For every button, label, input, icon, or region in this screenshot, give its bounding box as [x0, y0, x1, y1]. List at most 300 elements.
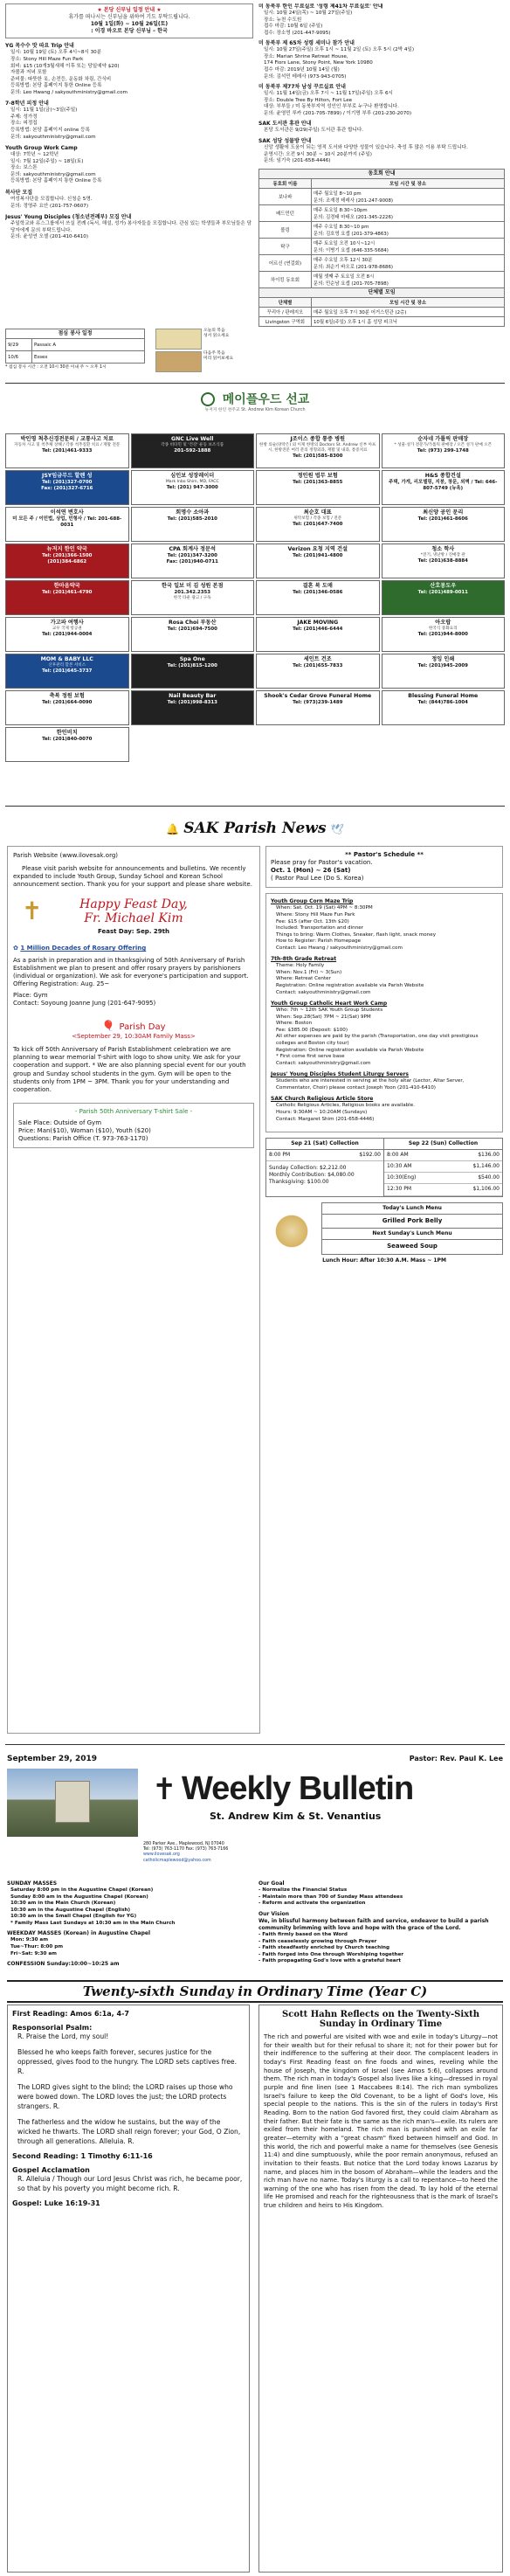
- notice-line: 일시: 11월 1일(금)~3일(주일): [10, 107, 78, 114]
- collection-left: [266, 1139, 384, 1195]
- collection-time: 12:30 PM: [387, 1186, 411, 1193]
- reading-body: Blessed he who keeps faith forever, secures justice for the oppressed, gives food to the hungry. The LORD sets captives free. R.: [17, 2048, 237, 2075]
- rosary-title: [13, 945, 254, 952]
- business-ad: [131, 654, 255, 689]
- bulletin-top-row: [7, 1755, 503, 1765]
- news-title: Youth Group Catholic Heart Work Camp: [271, 1001, 388, 1008]
- news-title: SAK Church Religious Article Store: [271, 1096, 374, 1103]
- notice-item: [258, 40, 505, 80]
- lunch-next-title: Next Sunday's Lunch Menu: [322, 1229, 502, 1240]
- divider: [5, 383, 505, 384]
- news-line: Where: Stony Hill Maze Fun Park: [276, 912, 355, 918]
- sunday-title: Twenty-sixth Sunday in Ordinary Time (Year C): [7, 1980, 503, 2003]
- parish-news-header: [0, 820, 510, 837]
- collection-time: 8:00 AM: [387, 1152, 409, 1159]
- contact-line: Tel: (973) 763-1170 Fax: (973) 763-7166: [143, 1847, 229, 1852]
- list-item: 10:30 am in the Main Church (Korean): [10, 1901, 116, 1907]
- ad-name: 정인원 법무 보험: [297, 473, 338, 479]
- reading-label: Gospel Acclamation: [12, 2166, 90, 2174]
- reading-body: R. Alleluia / Though our Lord Jesus Christ was rich, he became poor, so that by his poverty you might become rich. R.: [17, 2175, 243, 2192]
- notice-line: 대상: 부부들 / 미 동북부지역 성인인 부부로 누구나 환영합니다.: [264, 104, 399, 110]
- lunch-next: Seaweed Soup: [387, 1242, 438, 1250]
- list-item: - Faith propagating God's love with a grateful heart: [258, 1958, 402, 1964]
- list-item: - Faith steadfastly enriched by Church teaching: [258, 1945, 389, 1951]
- ad-name: 가고파 여행사: [50, 620, 84, 626]
- ad-line: 한국 타운 광고 / 구독: [173, 596, 211, 601]
- gospel-label: 미리 읽어보세요: [203, 357, 233, 362]
- notice-title: SAK 성당 성물방 안내: [258, 138, 312, 145]
- ad-phone: Tel: (201)461-4790: [42, 590, 93, 596]
- table-row: [259, 204, 505, 221]
- parish-right-column: [265, 846, 503, 1734]
- business-ad: [5, 433, 129, 468]
- news-line: Theme: Holy Family: [276, 963, 325, 969]
- groups-title: 동호회 안내: [258, 169, 505, 178]
- reading-item: [12, 2152, 245, 2160]
- contact-line: 280 Parker Ave., Maplewood, NJ 07040: [143, 1842, 224, 1846]
- business-ad: [256, 470, 380, 505]
- lunch-team: Essex: [32, 351, 145, 364]
- website-text: Parish Website (www.ilovesak.org): [13, 852, 118, 859]
- ad-phone: 미 모든 주 / 이민법, 상업, 민형사 / Tel: 201-688-0031: [12, 516, 122, 529]
- korean-right-column: [258, 3, 505, 377]
- table-row: [259, 316, 505, 326]
- banner-line: 10월 1일(화) ~ 10월 26일(토): [90, 21, 169, 28]
- reading-item: [12, 2010, 245, 2018]
- news-line: Registration: Online registration available via Parish Website: [276, 983, 424, 989]
- business-ad: [382, 544, 506, 578]
- pastor-line: Oct. 1 (Mon) ~ 26 (Sat): [271, 867, 351, 875]
- table-row: [6, 339, 145, 351]
- groups-table-box: [258, 169, 505, 327]
- website-link[interactable]: www.ilovesak.org: [143, 1852, 180, 1858]
- notice-line: 문의: 윤성연 오셀 (201-410-6410): [10, 234, 89, 240]
- ad-name: 한마음약국: [53, 583, 80, 589]
- ad-name: J조이스 종합 통증 병원: [290, 436, 346, 442]
- notice-item: [258, 84, 505, 117]
- table-row: [259, 307, 505, 316]
- table-header-row: [259, 178, 505, 188]
- pastor-schedule-box: [265, 846, 503, 888]
- ad-phone: Tel: (201)461-8606: [417, 516, 468, 523]
- ad-name: 순자네 가톨릭 판매장: [417, 436, 469, 442]
- notice-line: 장소: Double Tree By Hilton, Fort Lee: [264, 97, 353, 103]
- feast-date: Feast Day: Sep. 29th: [97, 928, 169, 936]
- business-ad: [5, 580, 129, 615]
- collection-summary-line: Monthly Contribution: $4,080.00: [269, 1172, 355, 1179]
- news-item: [271, 956, 498, 996]
- ad-name: Shook's Cedar Grove Funeral Home: [264, 693, 372, 699]
- ad-name: CPA 회계사 정문석: [169, 546, 216, 552]
- ad-line: * 성물·성가 전문가/가톨릭 판매장 / 오픈 성가 판매 오픈: [394, 443, 493, 448]
- reading-label: Responsorial Psalm:: [12, 2024, 93, 2032]
- news-title: Youth Group Corn Maze Trip: [271, 898, 354, 905]
- reading-item: [12, 2082, 245, 2111]
- notice-line: 신앙 생활에 도움이 되는 영적 도서와 다양한 성물이 있습니다. 축성 후 많은 이용 부탁 드립니다.: [264, 145, 468, 151]
- list-item: Fri~Sat: 9:30 am: [10, 1950, 57, 1956]
- collection-box: [265, 1138, 503, 1196]
- table-header-row: [259, 297, 505, 307]
- table-cell: 탁구: [259, 238, 312, 254]
- bible-icon: [155, 351, 202, 372]
- notice-line: 주제: 성가정: [10, 114, 38, 120]
- ad-phone: Tel: (201)840-0070: [42, 737, 93, 743]
- business-ad: [256, 617, 380, 652]
- dove-icon: 🕊: [330, 823, 344, 835]
- banner-title: ★ 본당 신부님 일정 안내 ★: [97, 7, 162, 13]
- rosary-contact: Contact: Soyoung Joanne Jung (201-647-9095): [13, 1000, 156, 1008]
- list-item: * Family Mass Last Sundays at 10:30 am in the Main Church: [10, 1920, 176, 1926]
- news-item: [271, 1096, 498, 1123]
- parish-left-column: [7, 846, 260, 1734]
- ad-phone: Tel: (201)645-3737: [42, 668, 93, 675]
- business-ad: [131, 470, 255, 505]
- goal-title: Our Goal: [258, 1880, 285, 1887]
- ad-phone: Tel: (973) 299-1748: [417, 448, 469, 454]
- news-item: [271, 898, 498, 952]
- news-line: Things to bring: Warm Clothes, Sneaker, flash light, snack money: [276, 931, 437, 938]
- ad-line: Mark Inbo Shim, MD, FACC: [165, 480, 219, 485]
- notice-line: 일시: 10월 24일(목) ~ 10월 27일(주일): [264, 10, 353, 17]
- notice-line: 문의: 윤영민 루카 (201-705-7899) / 이기명 부루 (201-230-2070): [264, 110, 412, 116]
- ad-name: 심인보 성장레이더: [170, 473, 215, 479]
- business-ad: [131, 433, 255, 468]
- table-row: [259, 188, 505, 204]
- lunch-service-table: [5, 338, 145, 364]
- list-item: - Maintain more than 700 of Sunday Mass attendees: [258, 1894, 403, 1900]
- table-row: [259, 238, 505, 254]
- ad-phone: Tel: (201)363-8855: [293, 480, 343, 486]
- list-item: Mon: 9:30 am: [10, 1937, 49, 1943]
- tshirt-line: Sale Place: Outside of Gym: [18, 1118, 102, 1126]
- rosary-title-text: 1 Million Decades of Rosary Offering: [20, 945, 147, 952]
- news-line: Contact: Margaret Shim (201-658-4446): [276, 1116, 375, 1122]
- notice-line: 대상: 7학년 ~ 12학년: [10, 152, 59, 158]
- bulletin-contact: [143, 1842, 318, 1864]
- ad-phone: Tel: (201) 947-3000: [166, 485, 218, 491]
- ad-phone: Tel: (201)998-8313: [167, 700, 217, 706]
- mass-schedule: [7, 1880, 250, 1968]
- ad-name: 축복 정원 보험: [49, 693, 85, 699]
- table-row: [259, 271, 505, 287]
- ads-header: [0, 390, 510, 413]
- website-line: [13, 852, 254, 860]
- table-header-cell: 동호회 이름: [259, 178, 312, 188]
- notice-title: 미 동북부 한인 무료실로 '성령 제41차 무료실로' 안내: [258, 3, 383, 10]
- collection-left-rows: [266, 1150, 383, 1161]
- list-item: Saturday 8:00 pm in the Augustine Chapel (Korean): [10, 1887, 154, 1894]
- ad-name: 결혼 복 도매: [302, 583, 333, 589]
- news-line: Contact: Leo Hwang / sakyouthministry@gmail.com: [276, 945, 403, 951]
- news-line: Contact: sakyouthministry@gmail.com: [276, 1060, 371, 1066]
- notice-title: YG 목수수 맛 따요 Trip 안내: [5, 43, 74, 50]
- table-cell: 매주 수요일 오후 12시 30분 문의: 최순기 바오로 (201-978-8686): [312, 254, 505, 271]
- reading-label: First Reading: Amos 6:1a, 4-7: [12, 2010, 129, 2018]
- pastor-banner: [5, 3, 253, 38]
- bell-icon: 🔔: [166, 823, 180, 835]
- business-ad: [382, 580, 506, 615]
- table-cell: 배드민턴: [259, 204, 312, 221]
- bulletin-pastor: Pastor: Rev. Paul K. Lee: [409, 1755, 503, 1762]
- parish-day-body: To kick off 50th Anniversary of Parish Establishment celebration we are planning to wear memorial T-shirt with logo to show unity. We ask for your cooperation and support. * We are also planning special event for our youth group and Sunday school students in the gym. Gym will be open to the students only from 1PM ~ 3PM. Thank you for your understanding and cooperation.: [13, 1046, 246, 1093]
- cross-icon: ✝: [22, 897, 43, 926]
- ad-name: 최신양 공인 문리: [423, 509, 464, 516]
- lunch-service-box: [5, 329, 145, 370]
- table-cell: 매주 월요일 오후 7시 30분 어거스틴관 (2층): [312, 307, 505, 316]
- ad-phone: Tel: (201)694-7500: [167, 627, 217, 633]
- ad-name: 한인비치: [56, 730, 78, 736]
- table-row: [259, 254, 505, 271]
- ad-phone: Tel: (201)489-0011: [417, 590, 468, 596]
- collection-row: [384, 1161, 502, 1173]
- notice-line: 운영시간: 오전 9시 30분 ~ 10시 20분까지 (주일): [264, 151, 372, 157]
- ad-name: 회명수 소아과: [176, 509, 210, 516]
- notice-line: 문의: Leo Hwang / sakyouthministry@gmail.com: [10, 89, 128, 95]
- reading-item: [12, 2117, 245, 2146]
- ad-phone: (201)384-6862: [47, 559, 87, 565]
- ad-phone: Fax: (201)327-6716: [41, 486, 93, 492]
- banner-line: : 이경 바오로 본당 신부님 – 한국: [91, 28, 168, 35]
- ad-phone: Tel: (201)366-1500: [42, 553, 93, 559]
- collection-right-header: Sep 22 (Sun) Collection: [384, 1139, 502, 1150]
- business-ad: [256, 580, 380, 615]
- news-line: All other expenses are paid by the parish (Transportation, one day visit prestigious colleges and Boston city tour): [276, 1034, 479, 1046]
- ad-phone: Tel: (201)346-0586: [293, 590, 343, 596]
- business-ad: [131, 507, 255, 542]
- notice-title: 미 동북부 제 65차 성령 세미나 참가 안내: [258, 40, 355, 47]
- goals-list: [258, 1887, 503, 1908]
- collection-amount: $1,146.00: [472, 1163, 500, 1170]
- notice-item: [5, 214, 253, 241]
- notice-line: 본당 도서관은 9/29(주일) 도서관 휴관 합니다.: [264, 128, 364, 134]
- confession: CONFESSION Sunday:10:00~10:25 am: [7, 1961, 120, 1968]
- hahn-title: Scott Hahn Reflects on the Twenty-Sixth Sunday in Ordinary Time: [282, 2010, 479, 2029]
- notice-line: 자볼과 저녁 포함: [10, 70, 47, 76]
- news-line: Catholic Religious Articles, Religious books are available.: [276, 1103, 415, 1109]
- parish-day-sub: <September 29, 10:30AM Family Mass>: [72, 1033, 196, 1041]
- lunch-team: Passaic A: [32, 339, 145, 351]
- collection-row: [266, 1150, 383, 1161]
- business-ad: [5, 690, 129, 725]
- ad-phone: Tel: (201)347-3200: [167, 553, 217, 559]
- tshirt-line: Questions: Parish Office (T. 973-763-1170): [18, 1135, 148, 1143]
- ad-line: 자동차 사고 및 척추체 상해 / 각종 척추질환 치료 / 재활 전문: [14, 443, 121, 448]
- vision-title: Our Vision: [258, 1910, 290, 1917]
- ads-section: [0, 384, 510, 802]
- collection-row: [384, 1184, 502, 1195]
- notice-item: [258, 3, 505, 37]
- news-line: Students who are interested in serving at the holy altar (Lector, Altar Server, Commentator, Choir) please contact Joseph Yoon (201-410-6410): [276, 1078, 465, 1091]
- ad-name: 한국 일보 미 김 성원 본점: [161, 583, 224, 589]
- reading-body: The LORD gives sight to the blind; the LORD raises up those who were bowed down. The LORD loves the just; the LORD protects strangers. R.: [17, 2083, 233, 2110]
- notice-line: 접수 마감: 10월 6일 (주일): [264, 24, 323, 30]
- rosary-box: [13, 945, 254, 1008]
- notice-line: 등록방법: 본당 홈페이지 통한 Online 등록: [10, 83, 102, 89]
- news-line: * First come first serve base: [276, 1054, 345, 1060]
- ad-phone: 주택, 가게, 리모델링, 지붕, 창문, 외벽 / Tel: 646-807-5749 (뉴욕): [389, 480, 498, 492]
- ad-phone: Tel: (844)786-1004: [417, 700, 468, 706]
- news-title: 7th-8th Grade Retreat: [271, 956, 337, 963]
- ad-line: 각종 비타민 및 '건강' 운동 보조식품: [161, 443, 224, 448]
- collection-row: [384, 1150, 502, 1161]
- business-ad: [131, 580, 255, 615]
- notice-title: Youth Group Work Camp: [5, 145, 78, 152]
- ad-phone: 201.342.2353: [174, 590, 211, 596]
- weekday-list: [7, 1937, 250, 1957]
- collection-time: 8:00 PM: [269, 1152, 291, 1159]
- news-line: Where: Boston: [276, 1021, 313, 1027]
- table-cell: 하이킹 동호회: [259, 271, 312, 287]
- rosary-place: Place: Gym: [13, 991, 48, 999]
- lunch-date: 10/6: [6, 351, 32, 364]
- business-ad: [5, 470, 129, 505]
- feast-name: Fr. Michael Kim: [84, 911, 183, 926]
- notice-line: 여성복사단을 모집합니다. 신청순 5명.: [10, 197, 93, 203]
- table-cell: 보나파: [259, 188, 312, 204]
- lunch-service-note: * 점심 봉사 시간 : 오전 10시 30분 이내 주 ~ 오후 1시: [5, 365, 107, 370]
- readings-box: [7, 2005, 250, 2573]
- table-cell: 꾸리아 / 판레지오: [259, 307, 312, 316]
- table-cell: Livingston 구역회: [259, 316, 312, 326]
- collection-summary: [266, 1161, 383, 1189]
- parish-day-box: [13, 1016, 254, 1094]
- lunch-today: Grilled Pork Belly: [322, 1215, 502, 1229]
- lunch-hour: Lunch Hour: After 10:30 A.M. Mass ~ 1PM: [322, 1257, 446, 1264]
- table-cell: 10월 6일(주일) 오후 1시 홈 성당 피크닉: [312, 316, 505, 326]
- ads-header-sub: 뉴저지 한인 천주교 St. Andrew Kim Korean Church: [204, 407, 306, 412]
- collection-amount: $136.00: [478, 1152, 500, 1159]
- collection-summary-line: Thanksgiving: $100.00: [269, 1179, 329, 1186]
- business-ad: [256, 433, 380, 468]
- notice-item: [5, 145, 253, 185]
- lunch-title: Today's Lunch Menu: [322, 1203, 502, 1215]
- list-item: - Faith ceaselessly growing through Prayer: [258, 1938, 377, 1944]
- reading-body: R. Praise the Lord, my soul!: [17, 2032, 109, 2040]
- gospel-label: 성서 읽으세요: [203, 334, 230, 339]
- rosary-body: As a parish in preparation and in thanksgiving of 50th Anniversary of Parish Establishment we plan to present and offer rosary prayers by parishioners (individual or organization). We ask for everyone's participation and support. Offering Registration: Aug. 25~: [13, 956, 249, 987]
- ad-phone: Tel: (973)239-1489: [293, 700, 343, 706]
- business-ad: [5, 617, 129, 652]
- ad-phone: 201-592-1888: [174, 448, 211, 454]
- ad-name: 세인트 건조: [303, 656, 332, 662]
- collection-summary-line: Sunday Collection: $2,212.00: [269, 1165, 347, 1172]
- collection-right-rows: [384, 1150, 502, 1195]
- news-line: How to Register: Parish Homepage: [276, 938, 362, 945]
- weekday-title: WEEKDAY MASSES (Korean) in Augustine Chapel: [7, 1930, 151, 1937]
- ad-name: 박인영 척추신경전문의 / 교통사고 치료: [20, 436, 114, 442]
- list-item: 10:30 am in the Small Chapel (English for YG): [10, 1914, 137, 1920]
- notice-title: Jesus' Young Disciples (청소년전례부) 모집 안내: [5, 214, 132, 221]
- table-cell: 볼링: [259, 221, 312, 238]
- notice-line: 문의: sakyouthministry@gmail.com: [10, 171, 96, 177]
- visions-list: [258, 1932, 503, 1965]
- notice-line: 문의: 임기숙 (201-658-4446): [264, 158, 331, 164]
- notice-title: 7-8학년 피정 안내: [5, 100, 49, 107]
- table-header-cell: 모임 시간 및 장소: [312, 178, 505, 188]
- ad-phone: Tel: (201)647-7400: [293, 522, 343, 528]
- list-item: Tue~Thur: 8:00 pm: [10, 1944, 64, 1950]
- notice-item: [5, 190, 253, 210]
- ad-name: 아오랍: [435, 620, 451, 626]
- ad-name: 청소 학사: [431, 546, 455, 552]
- business-ad: [256, 690, 380, 725]
- notice-line: 장소: Marian Shrine Retreat House,: [264, 53, 348, 59]
- news-line: Fee: $15 (after Oct. 13th $20): [276, 918, 349, 924]
- news-line: When: Sat. Oct. 19 (Sat) 4PM ~ 8:30PM: [276, 905, 373, 911]
- news-line: When: Nov.1 (Fri) ~ 3(Sun): [276, 969, 342, 975]
- notice-line: 일시: 10월 27일(주일) 오후 1시 ~ 11월 2일 (토) 오후 5시 (2박 4일): [264, 47, 415, 53]
- business-ad: [5, 544, 129, 578]
- notice-line: 문의: 김석민 테레사 (973-943-0705): [264, 73, 347, 80]
- lunch-date: 9/29: [6, 339, 32, 351]
- ads-header-title: 메이플우드 선교: [222, 392, 310, 407]
- reading-label: Gospel: Luke 16:19-31: [12, 2199, 100, 2207]
- book-icon: [155, 329, 202, 350]
- church-logo-icon: [201, 392, 215, 406]
- vision-intro: We, in blissful harmony between faith and service, endeavor to build a parish community brimming with love and hope with the grace of the Lord.: [258, 1917, 489, 1931]
- church-building-icon: [55, 1781, 90, 1823]
- ad-phone: Fax: (201)940-0711: [166, 559, 218, 565]
- feast-title: Happy Feast Day,: [79, 897, 188, 912]
- pastor-line: Please pray for Pastor's vacation.: [271, 859, 373, 867]
- business-ad: [131, 544, 255, 578]
- notice-line: 등록방법: 본당 홈페이지 online 등록: [10, 128, 90, 134]
- rosary-icon: ✿: [13, 945, 18, 952]
- lunch-menu: [321, 1202, 503, 1255]
- notice-line: 장소: 뉴천 수도원: [264, 17, 302, 23]
- ad-name: 이석연 변호사: [50, 509, 84, 516]
- email-link[interactable]: catholicmaplewood@yahoo.com: [143, 1858, 211, 1863]
- feast-day-box: [13, 897, 254, 936]
- gospel-text-2: [203, 351, 250, 372]
- notice-line: 접수 마감: 2019년 10월 14일 (월): [264, 67, 340, 73]
- ad-name: Spa One: [179, 656, 205, 662]
- notice-line: 장소: 보스톤: [10, 165, 38, 171]
- news-item: [271, 1071, 498, 1091]
- notice-line: 문의: sakyouthministry@gmail.com: [10, 134, 96, 140]
- ad-phone: Tel: (201)944-8000: [417, 632, 468, 638]
- business-ad: [256, 507, 380, 542]
- notice-item: [258, 121, 505, 135]
- groups-table: [258, 178, 505, 288]
- news-line: Fee: $385.00 (Deposit: $100): [276, 1027, 348, 1033]
- gospel-label: 오늘의 복음: [203, 329, 225, 333]
- website-body: Please visit parish website for announcements and bulletins. We recently expanded to include Youth Group, Sunday School and Korean School announcement section. Thank you for your support and please share website.: [13, 865, 252, 889]
- notice-line: 장소: Stony Hill Maze Fun Park: [10, 57, 84, 63]
- ad-phone: Tel: (201)585-8300: [293, 454, 343, 459]
- notice-line: 일시: 7월 12일(주일) ~ 18일(토): [10, 158, 84, 164]
- business-ad: [131, 690, 255, 725]
- collection-right: [384, 1139, 502, 1195]
- left-items-list: [5, 43, 253, 241]
- collection-amount: $1,106.00: [472, 1186, 500, 1193]
- list-item: - Faith forged into One through Worshiping together: [258, 1951, 404, 1957]
- ads-grid: [5, 433, 505, 762]
- collection-amount: $192.00: [359, 1152, 381, 1159]
- business-ad: [382, 654, 506, 689]
- list-item: - Reform and activate the organization: [258, 1901, 366, 1907]
- ad-name: 뉴저지 한인 약국: [46, 546, 87, 552]
- collection-left-header: Sep 21 (Sat) Collection: [266, 1139, 383, 1150]
- ad-line: 교우 국제 항공권: [52, 627, 82, 632]
- tshirt-box: [13, 1103, 254, 1148]
- news-line: Included: Transportation and dinner: [276, 925, 363, 931]
- bulletin-date: September 29, 2019: [7, 1755, 98, 1763]
- list-item: Sunday 8:00 am in the Augustine Chapel (Korean): [10, 1894, 148, 1900]
- business-ad: [256, 544, 380, 578]
- lunch-service-title: 점심 봉사 일정: [5, 329, 145, 338]
- business-ad: [382, 507, 506, 542]
